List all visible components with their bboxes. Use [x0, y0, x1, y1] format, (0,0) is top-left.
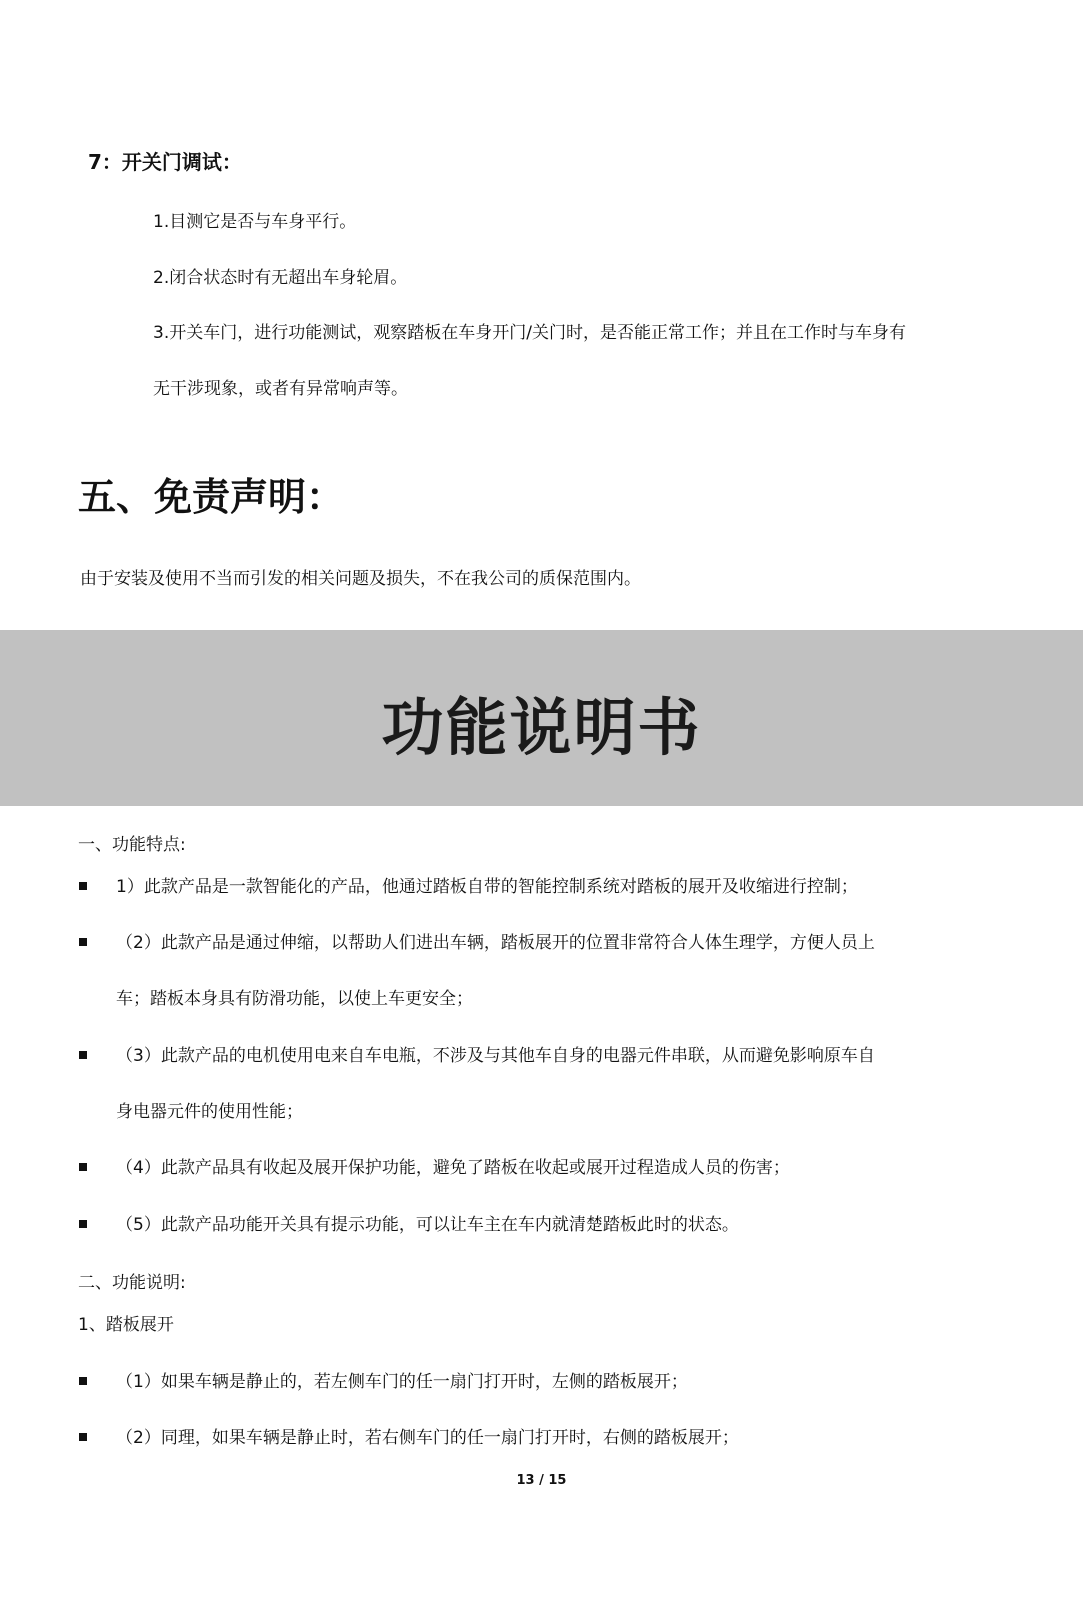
feature-item-2: （2）此款产品是通过伸缩，以帮助人们进出车辆，踏板展开的位置非常符合人体生理学，方便人员上	[116, 933, 875, 953]
bullet-icon	[79, 1163, 87, 1171]
disclaimer-text: 由于安装及使用不当而引发的相关问题及损失，不在我公司的质保范围内。	[80, 569, 641, 589]
bullet-icon	[79, 1051, 87, 1059]
feature-item-3-continued: 身电器元件的使用性能；	[116, 1102, 303, 1122]
disclaimer-heading: 五、免责声明：	[78, 475, 345, 519]
bullet-icon	[79, 938, 87, 946]
bullet-icon	[79, 1433, 87, 1441]
functions-subheading: 1、踏板展开	[78, 1315, 174, 1335]
feature-item-1: 1）此款产品是一款智能化的产品，他通过踏板自带的智能控制系统对踏板的展开及收缩进行控制；	[116, 877, 858, 897]
function-item-1: （1）如果车辆是静止的，若左侧车门的任一扇门打开时，左侧的踏板展开；	[116, 1372, 688, 1392]
feature-item-2-continued: 车；踏板本身具有防滑功能，以使上车更安全；	[116, 989, 473, 1009]
feature-item-4: （4）此款产品具有收起及展开保护功能，避免了踏板在收起或展开过程造成人员的伤害；	[116, 1158, 790, 1178]
features-heading: 一、功能特点:	[78, 835, 186, 855]
door-test-item-1: 1.目测它是否与车身平行。	[153, 212, 357, 232]
feature-item-3: （3）此款产品的电机使用电来自车电瓶，不涉及与其他车自身的电器元件串联，从而避免影响原车自	[116, 1046, 875, 1066]
door-test-item-3: 3.开关车门，进行功能测试，观察踏板在车身开门/关门时，是否能正常工作；并且在工作时与车身有	[153, 323, 906, 343]
page-number: 13 / 15	[516, 1473, 567, 1488]
functions-heading: 二、功能说明:	[78, 1273, 186, 1293]
function-item-2: （2）同理，如果车辆是静止时，若右侧车门的任一扇门打开时，右侧的踏板展开；	[116, 1428, 739, 1448]
bullet-icon	[79, 1377, 87, 1385]
door-test-item-2: 2.闭合状态时有无超出车身轮眉。	[153, 268, 408, 288]
bullet-icon	[79, 882, 87, 890]
manual-title: 功能说明书	[381, 691, 702, 764]
bullet-icon	[79, 1220, 87, 1228]
feature-item-5: （5）此款产品功能开关具有提示功能，可以让车主在车内就清楚踏板此时的状态。	[116, 1215, 739, 1235]
door-test-item-3-continued: 无干涉现象，或者有异常响声等。	[153, 379, 408, 399]
section-heading-door-test: 7：开关门调试：	[88, 150, 242, 174]
